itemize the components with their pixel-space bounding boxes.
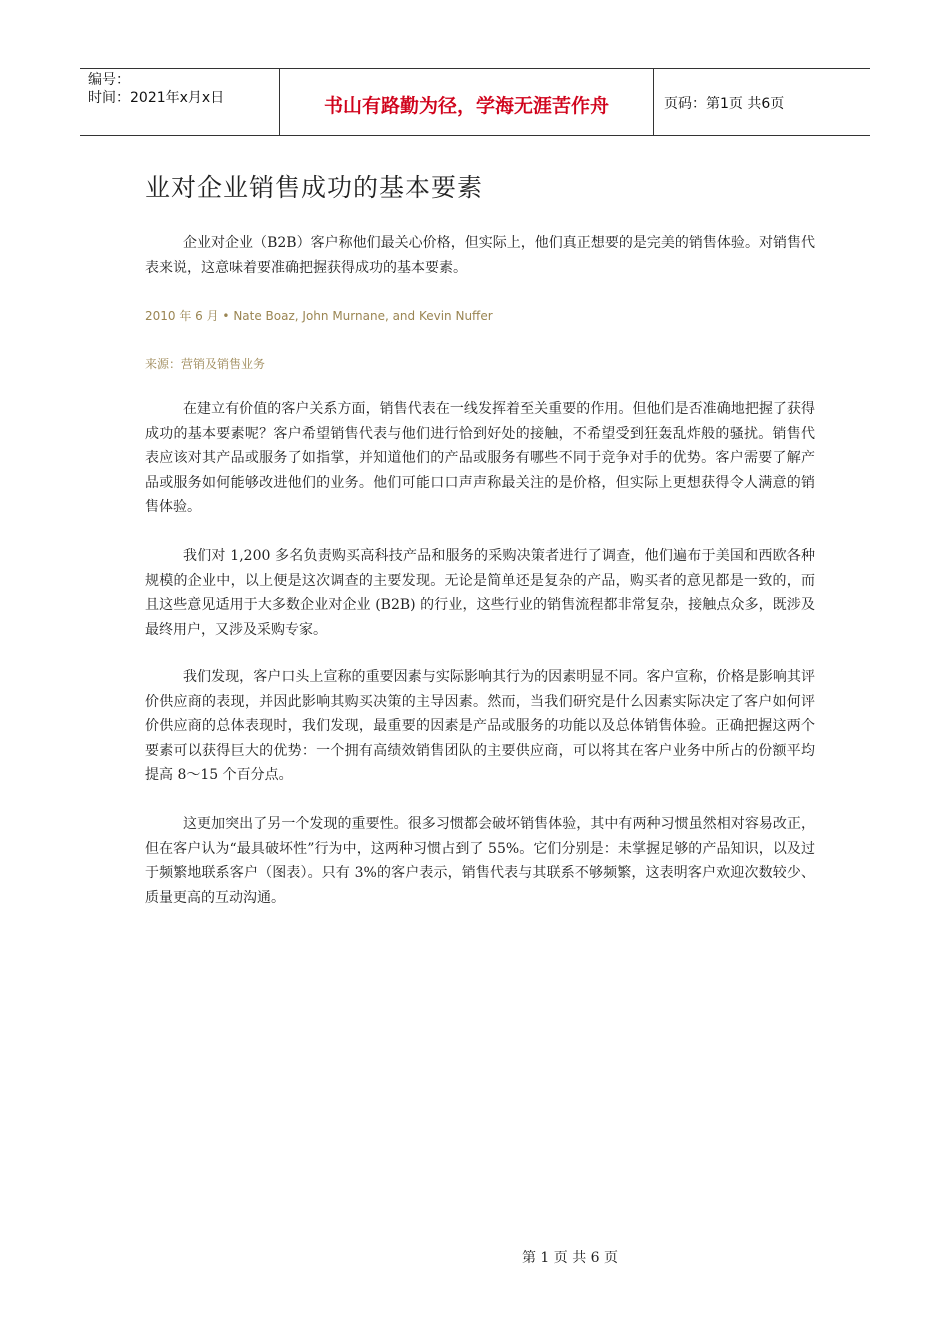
body-paragraph-2: 我们对 1,200 多名负责购买高科技产品和服务的采购决策者进行了调查，他们遍布于美国和西欧各种规模的企业中，以上便是这次调查的主要发现。无论是简单还是复杂的产品，购买者的意见都是一致的，而且这些意见适用于大多数企业对企业 (B2B) 的行业，这些行业的销售流程都非常复杂，接触点众多，既涉及最终用户，又涉及采购专家。 xyxy=(145,548,815,638)
header-motto: 书山有路勤为径，学海无涯苦作舟 xyxy=(280,69,654,135)
page-header xyxy=(80,68,870,136)
body-paragraph-4: 这更加突出了另一个发现的重要性。很多习惯都会破坏销售体验，其中有两种习惯虽然相对容易改正，但在客户认为“最具破坏性”行为中，这两种习惯占到了 55%。它们分别是：未掌握足够的产品知识，以及过于频繁地联系客户（图表）。只有 3%的客户表示，销售代表与其联系不够频繁，这表明客户欢迎次数较少、质量更高的互动沟通。 xyxy=(145,816,815,906)
page-footer: 第 1 页 共 6 页 xyxy=(521,1250,619,1266)
article-source: 来源：营销及销售业务 xyxy=(145,357,266,371)
header-meta xyxy=(80,69,280,135)
document-date: 时间：2021年x月x日 xyxy=(88,90,225,106)
article-title: 业对企业销售成功的基本要素 xyxy=(145,173,484,202)
article-byline: 2010 年 6 月 • Nate Boaz, John Murnane, and Kevin Nuffer xyxy=(145,309,493,323)
body-paragraph-3: 我们发现，客户口头上宣称的重要因素与实际影响其行为的因素明显不同。客户宣称，价格是影响其评价供应商的表现，并因此影响其购买决策的主导因素。然而，当我们研究是什么因素实际决定了客户如何评价供应商的总体表现时，我们发现，最重要的因素是产品或服务的功能以及总体销售体验。正确把握这两个要素可以获得巨大的优势：一个拥有高绩效销售团队的主要供应商，可以将其在客户业务中所占的份额平均提高 8～15 个百分点。 xyxy=(145,669,815,783)
body-paragraph-1: 在建立有价值的客户关系方面，销售代表在一线发挥着至关重要的作用。但他们是否准确地把握了获得成功的基本要素呢？客户希望销售代表与他们进行恰到好处的接触，不希望受到狂轰乱炸般的骚扰。销售代表应该对其产品或服务了如指掌，并知道他们的产品或服务有哪些不同于竞争对手的优势。客户需要了解产品或服务如何能够改进他们的业务。他们可能口口声声称最关注的是价格，但实际上更想获得令人满意的销售体验。 xyxy=(145,401,815,515)
document-number-label: 编号： xyxy=(88,72,130,88)
article-intro: 企业对企业（B2B）客户称他们最关心价格，但实际上，他们真正想要的是完美的销售体验。对销售代表来说，这意味着要准确把握获得成功的基本要素。 xyxy=(145,235,815,276)
header-page-info: 页码：第1页 共6页 xyxy=(664,96,785,112)
